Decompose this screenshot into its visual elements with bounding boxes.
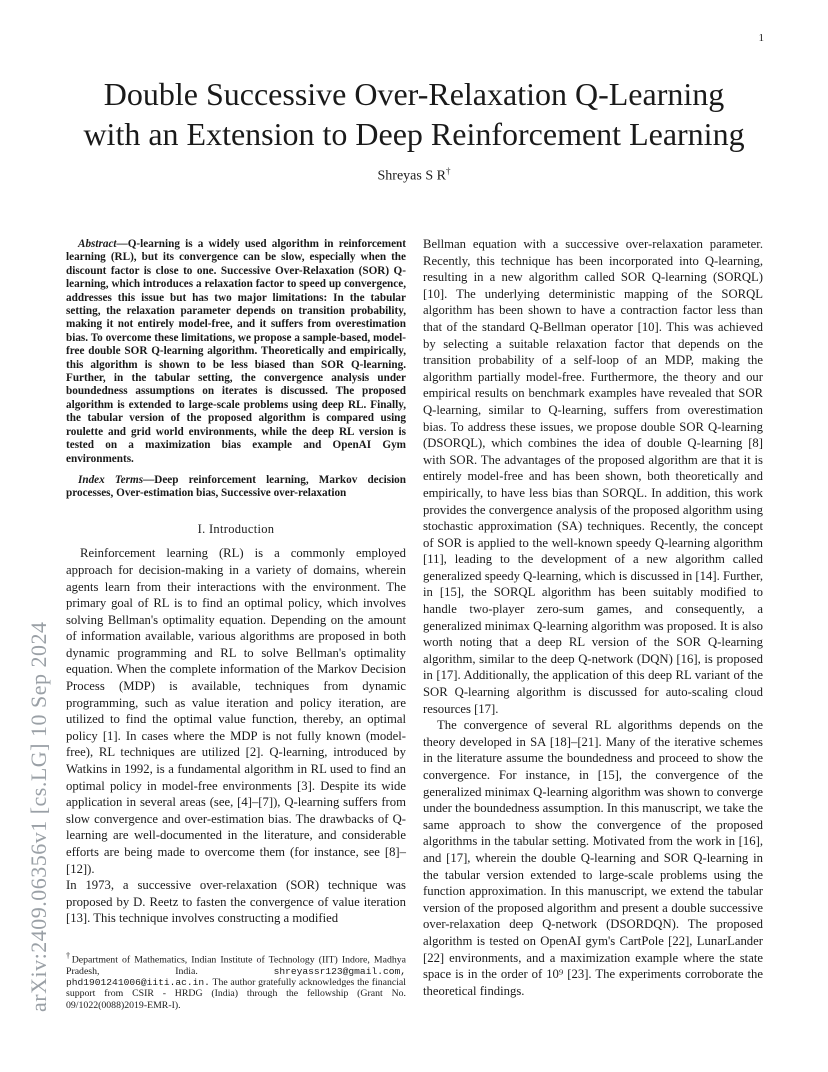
page-number: 1 <box>758 32 764 44</box>
footnote-mark: † <box>66 951 72 960</box>
footnote-acknowledgement: The author gratefully acknowledges the financial support from CSIR - HRDG (India) through the fellowship (Grant No. 09/1022(0088)2019-EMR-I). <box>66 977 406 1011</box>
abstract-label: Abstract <box>78 238 117 250</box>
right-column <box>423 236 763 999</box>
footnote-affiliation: Department of Mathematics, Indian Institute of Technology (IIT) Indore, Madhya Pradesh, India. <box>66 954 406 977</box>
arxiv-identifier-stamp[interactable]: arXiv:2409.06356v1 [cs.LG] 10 Sep 2024 <box>26 621 51 1012</box>
paper-title-line-2: with an Extension to Deep Reinforcement Learning <box>83 116 745 152</box>
author-name: Shreyas S R <box>377 168 446 184</box>
index-terms <box>66 474 406 501</box>
index-terms-label: Index Terms <box>78 473 144 486</box>
section-heading-introduction: I. Introduction <box>197 521 275 536</box>
intro-paragraph-3: Bellman equation with a successive over-relaxation parameter. Recently, this technique has been incorporated into Q-learning, resulting in a new algorithm called SOR Q-learning (SORQL) [10]. The underlying deterministic mapping of the SORQL algorithm has been shown to have a contraction factor less than that of the standard Q-Bellman operator [10]. This was achieved by selecting a suitable relaxation factor that depends on the transition probability of a self-loop of an MDP, making the algorithm partially model-free. Furthermore, the theory and our empirical results on benchmark examples have revealed that SOR Q-learning, similar to Q-learning, suffers from overestimation bias. To address these issues, we propose double SOR Q-learning (DSORQL), which combines the idea of double Q-learning [8] with SOR. The advantages of the proposed algorithm are that it is entirely model-free and has been shown, both theoretically and empirically, to have less bias than SORQL. In addition, this work provides the convergence analysis of the proposed algorithm using stochastic approximation (SA) techniques. Recently, the concept of SOR is applied to the well-known speedy Q-learning algorithm [11], leading to the development of a new algorithm called generalized speedy Q-learning, which is discussed in [14]. Further, in [15], the SORQL algorithm has been suitably modified to handle two-player zero-sum games, and consequently, a generalized minimax Q-learning algorithm was proposed. It is also worth noting that a deep RL version of the SOR Q-learning algorithm, similar to the deep Q-network (DQN) [16], is proposed in [17]. Additionally, the application of this deep RL variant of the SOR Q-learning algorithm is discussed for auto-scaling cloud resources [17]. <box>423 237 763 716</box>
index-terms-text: —Deep reinforcement learning, Markov decision processes, Over-estimation bias, Successive over-relaxation <box>66 473 406 500</box>
intro-paragraph-1: Reinforcement learning (RL) is a commonly employed approach for decision-making in a variety of domains, wherein agents learn from their interactions with the environment. The primary goal of RL is to find an optimal policy, which involves solving Bellman's optimality equation. Depending on the amount of information available, various algorithms are proposed in both dynamic programming and RL to solve Bellman's optimality equation. When the complete information of the Markov Decision Process (MDP) is available, techniques from dynamic programming, such as value iteration and policy iteration, are utilized to find the optimal value function, thereby, an optimal policy [1]. In cases where the MDP is not fully known (model-free), RL techniques are utilized [2]. Q-learning, introduced by Watkins in 1992, is a fundamental algorithm in RL used to find an optimal policy in model-free environments [3]. Despite its wide application in several areas (see, [4]–[7]), Q-learning suffers from slow convergence and over-estimation bias. The drawbacks of Q-learning are well-documented in the literature, and considerable efforts are being made to overcome them (for instance, see [8]–[12]). <box>66 546 406 876</box>
author-footnote-mark[interactable]: † <box>445 166 451 176</box>
footnote-emails[interactable]: shreyassr123@gmail.com, phd1901241006@iiti.ac.in. <box>66 965 406 989</box>
author-line <box>0 166 828 185</box>
intro-paragraph-2: In 1973, a successive over-relaxation (SOR) technique was proposed by D. Reetz to fasten the convergence of value iteration [13]. This technique involves constructing a modified <box>66 878 406 926</box>
author-footnote <box>66 950 406 1011</box>
paper-title <box>30 74 798 154</box>
abstract-text: —Q-learning is a widely used algorithm in reinforcement learning (RL), but its convergence can be slow, especially when the discount factor is close to one. Successive Over-Relaxation (SOR) Q-learning, which introduces a relaxation factor to speed up convergence, addresses this issue but has two major limitations: In the tabular setting, the relaxation parameter depends on transition probability, making it not entirely model-free, and it suffers from overestimation bias. To overcome these limitations, we propose a sample-based, model-free double SOR Q-learning algorithm. Theoretically and empirically, this algorithm is shown to be less biased than SOR Q-learning. Further, in the tabular setting, the convergence analysis under boundedness assumptions on iterates is discussed. The proposed algorithm is extended to large-scale problems using deep RL. Finally, the tabular version of the proposed algorithm is compared using roulette and grid world environments, while the deep RL version is tested on a maximization bias example and OpenAI Gym environments. <box>66 238 406 465</box>
left-column <box>66 238 406 927</box>
paper-title-line-1: Double Successive Over-Relaxation Q-Learning <box>103 76 725 112</box>
intro-paragraph-4: The convergence of several RL algorithms depends on the theory developed in SA [18]–[21]. Many of the iterative schemes in the literature assume the boundedness and proceed to show the convergence. For instance, in [15], the convergence of the generalized minimax Q-learning algorithm was shown to converge under the boundedness assumption. In this manuscript, we take the same approach to show the convergence of the proposed algorithms in the tabular setting. Motivated from the work in [16], and [17], wherein the double Q-learning and SOR Q-learning in the tabular version extended to large-scale problems using the function approximation. In this manuscript, we extend the tabular version of the proposed algorithm and present a double successive over-relaxation deep Q-network (DSORDQN). The proposed algorithm is tested on OpenAI gym's CartPole [22], LunarLander [22] environments, and a maximization example where the state space is in the order of 10⁹ [23]. The experiments corroborate the theoretical findings. <box>423 718 763 998</box>
abstract <box>66 238 406 466</box>
